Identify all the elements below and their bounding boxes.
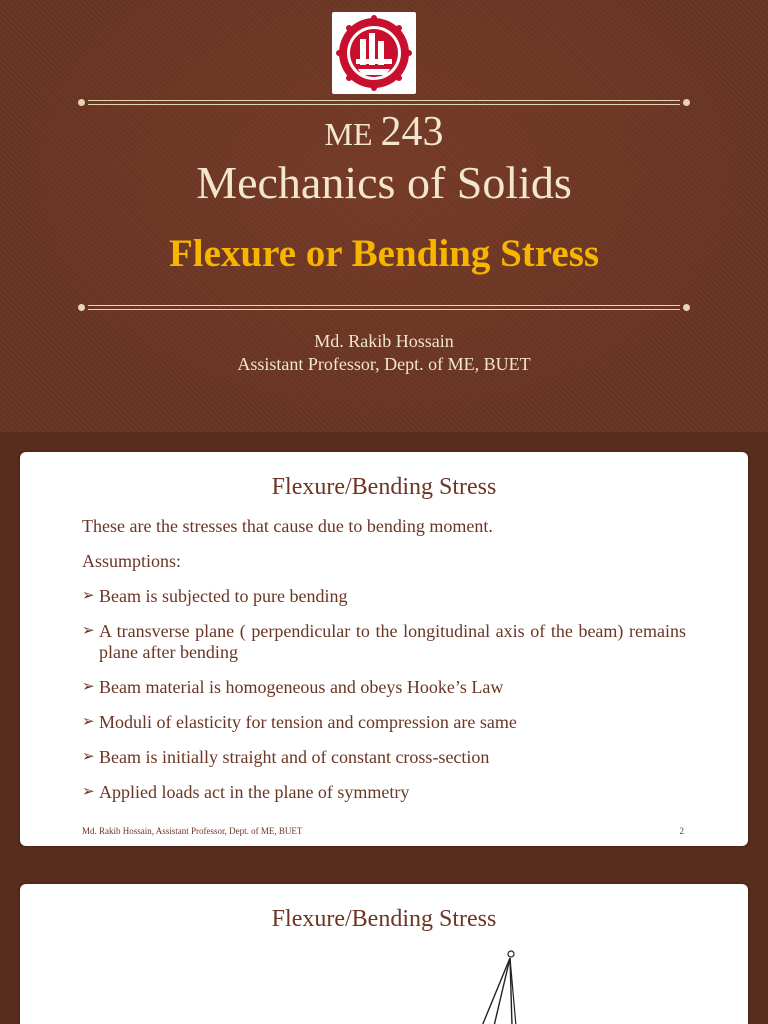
slide-footer: Md. Rakib Hossain, Assistant Professor, Dept. of ME, BUET xyxy=(82,826,303,836)
beam-sketch-icon xyxy=(450,946,540,1024)
list-item xyxy=(82,677,686,698)
lecture-title: Flexure or Bending Stress xyxy=(168,232,600,275)
arrowhead-bullet-icon: ➢ xyxy=(82,588,95,604)
course-code xyxy=(0,110,768,156)
slide-heading: Flexure/Bending Stress xyxy=(271,906,497,932)
arrowhead-bullet-icon: ➢ xyxy=(82,714,95,730)
list-item xyxy=(82,712,686,733)
list-item xyxy=(82,621,686,663)
arrowhead-bullet-icon: ➢ xyxy=(82,749,95,765)
arrowhead-bullet-icon: ➢ xyxy=(82,623,95,639)
decorative-rule-top xyxy=(78,98,690,108)
list-item-text: Beam is subjected to pure bending xyxy=(99,586,348,606)
list-item-text: Moduli of elasticity for tension and compression are same xyxy=(99,712,517,732)
slide-heading: Flexure/Bending Stress xyxy=(271,474,497,500)
buet-seal-logo-icon xyxy=(332,12,416,94)
course-title: Mechanics of Solids xyxy=(196,157,572,208)
assumptions-list xyxy=(82,586,686,817)
list-item-text: A transverse plane ( perpendicular to the longitudinal axis of the beam) remains plane after bending xyxy=(99,621,686,662)
list-item xyxy=(82,782,686,803)
list-item xyxy=(82,747,686,768)
list-item-text: Beam is initially straight and of constant cross-section xyxy=(99,747,490,767)
course-prefix: ME xyxy=(324,116,373,152)
arrowhead-bullet-icon: ➢ xyxy=(82,784,95,800)
list-item-text: Beam material is homogeneous and obeys Hooke’s Law xyxy=(99,677,504,697)
author-name: Md. Rakib Hossain xyxy=(314,331,454,351)
slide-assumptions xyxy=(20,452,748,846)
list-item-text: Applied loads act in the plane of symmetry xyxy=(99,782,410,802)
slide-beam-figure xyxy=(20,884,748,1024)
intro-text: These are the stresses that cause due to bending moment. xyxy=(82,516,493,536)
arrowhead-bullet-icon: ➢ xyxy=(82,679,95,695)
page-number: 2 xyxy=(679,826,684,836)
author-position: Assistant Professor, Dept. of ME, BUET xyxy=(237,354,531,374)
title-slide xyxy=(0,0,768,432)
list-item xyxy=(82,586,686,607)
decorative-rule-bottom xyxy=(78,303,690,313)
course-number: 243 xyxy=(380,109,444,155)
assumptions-label: Assumptions: xyxy=(82,551,182,571)
author-block xyxy=(0,330,768,376)
